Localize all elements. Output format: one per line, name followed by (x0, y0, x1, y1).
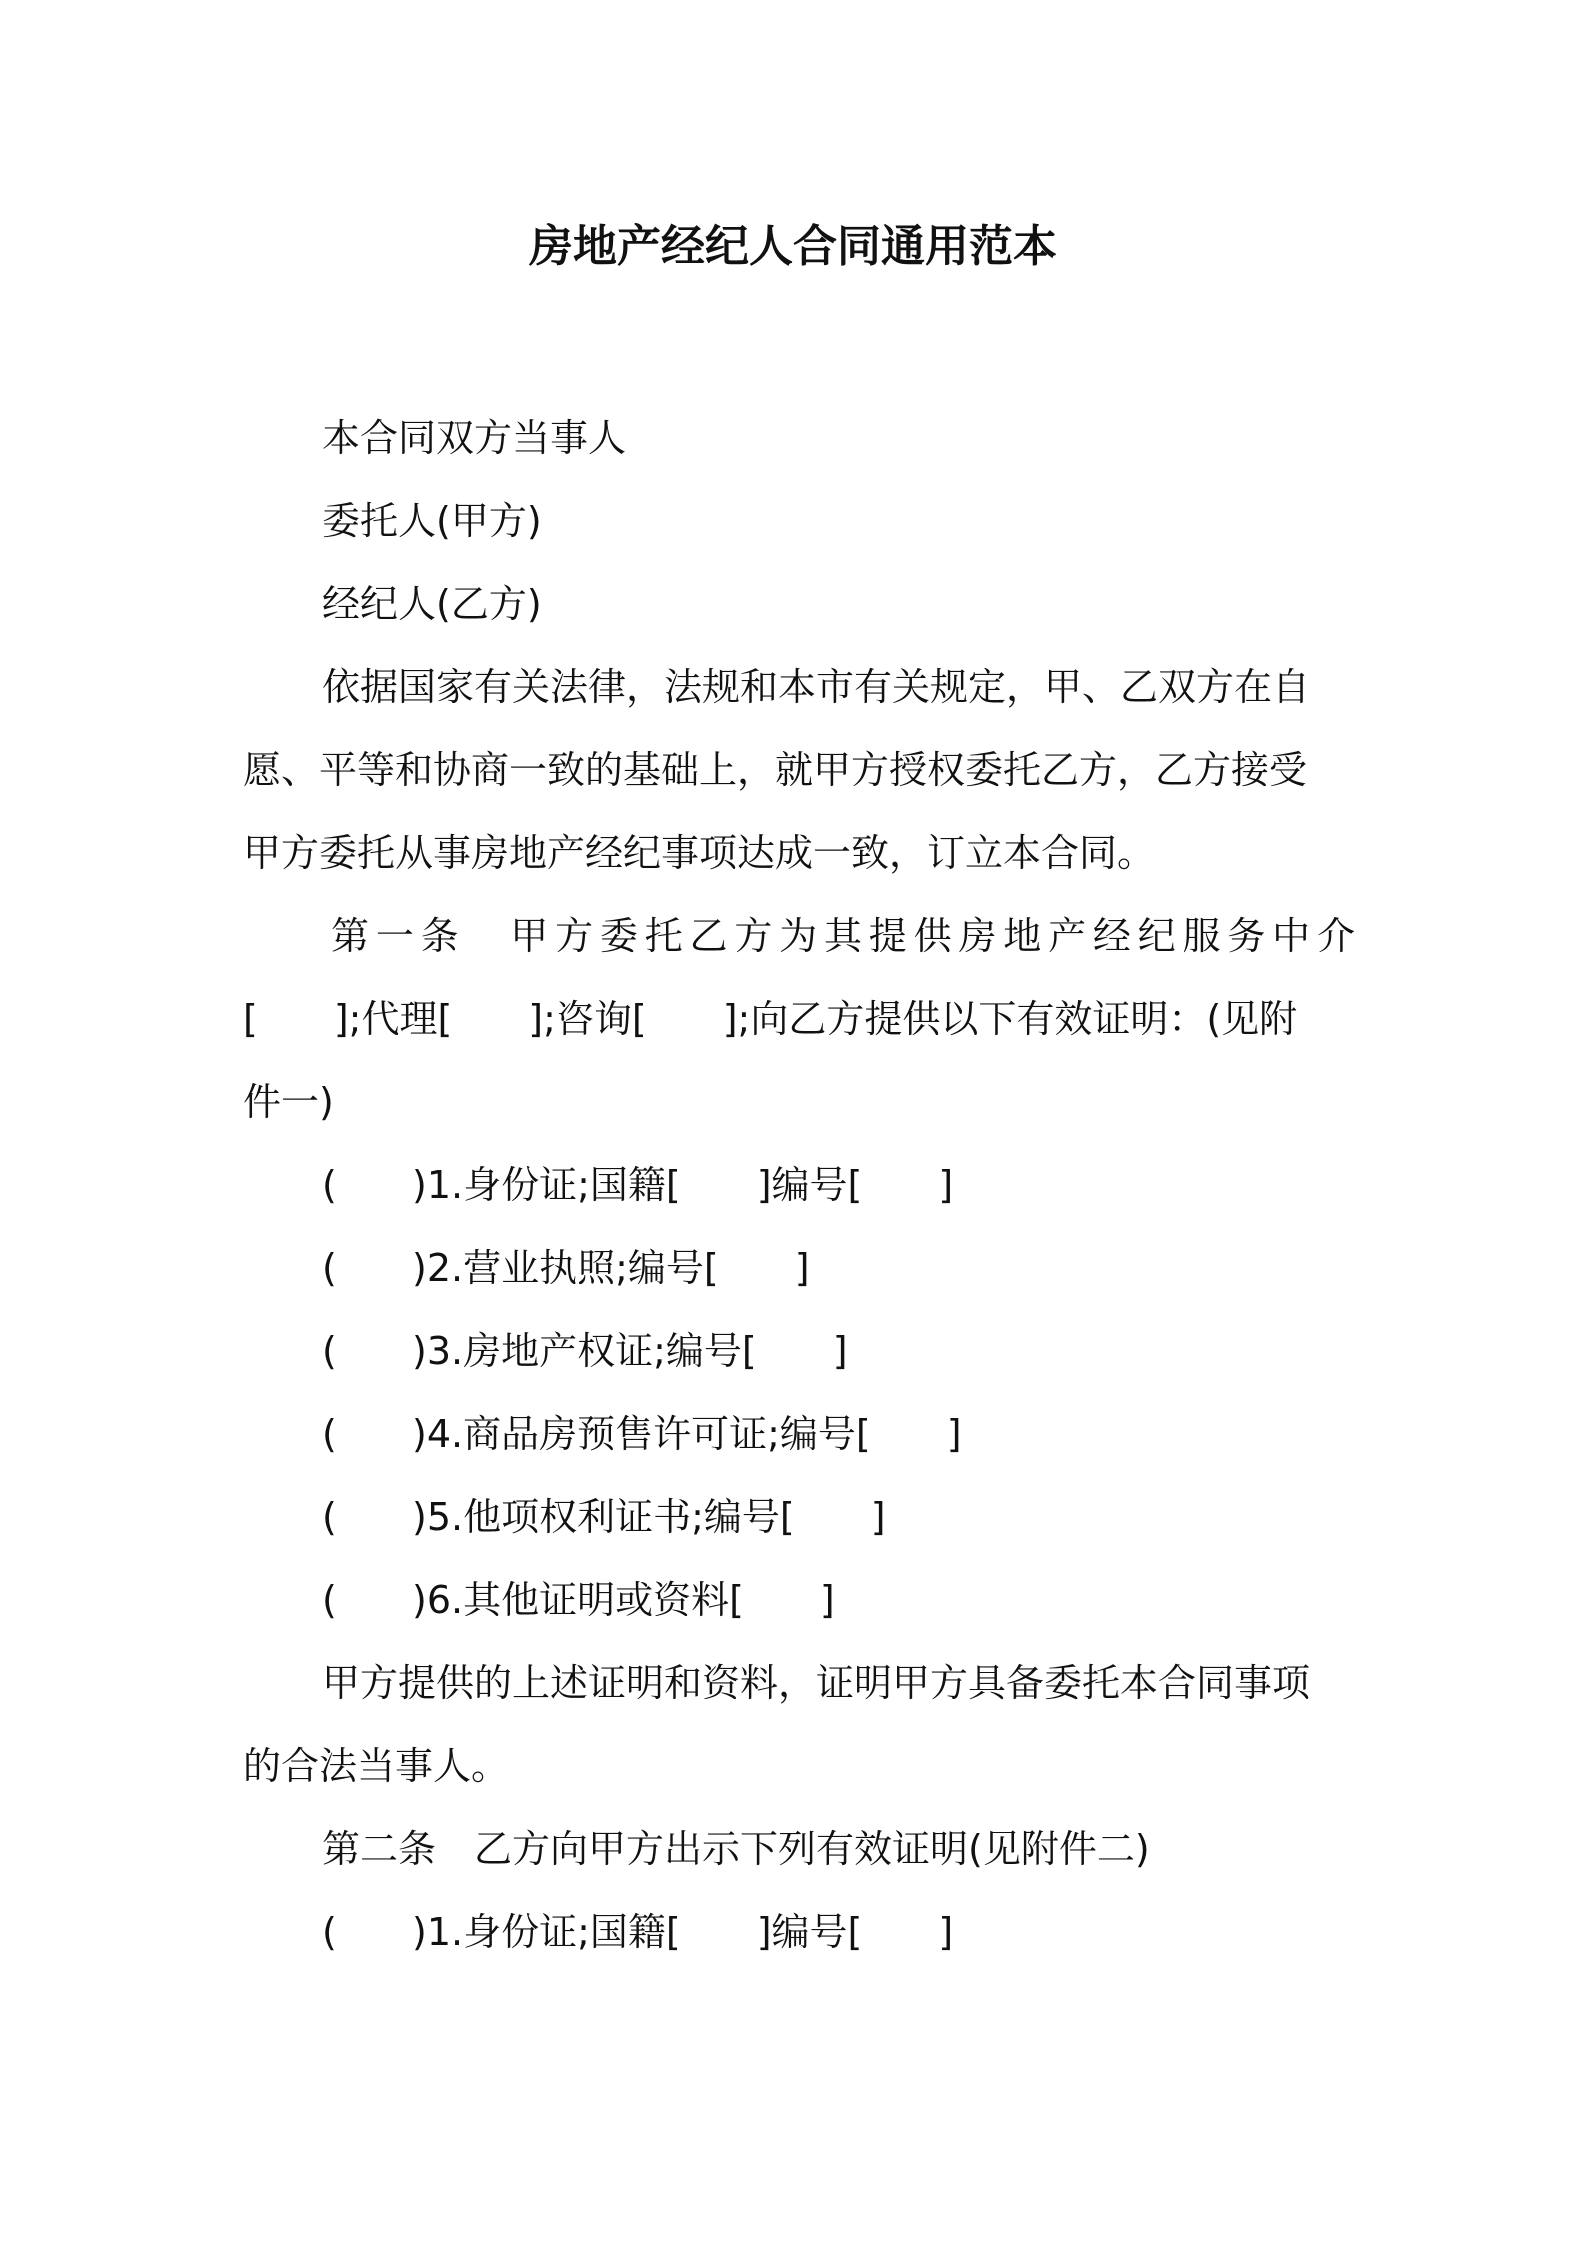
closing-line-2: 的合法当事人。 (243, 1744, 510, 1788)
article-1-line-1: 第一条 甲方委托乙方为其提供房地产经纪服务中介 (331, 914, 1355, 958)
article-1-line-3: 件一) (243, 1080, 334, 1124)
item-6-text: )6.其他证明或资料[ ] (412, 1578, 835, 1622)
item-4-checkbox-open: ( (322, 1412, 337, 1456)
item-3-checkbox-open: ( (322, 1329, 337, 1373)
closing-line-1: 甲方提供的上述证明和资料，证明甲方具备委托本合同事项 (322, 1661, 1311, 1705)
article-1-line-2: [ ];代理[ ];咨询[ ];向乙方提供以下有效证明：(见附 (243, 997, 1298, 1041)
preamble-line-3: 甲方委托从事房地产经纪事项达成一致，订立本合同。 (243, 831, 1156, 875)
item-3-text: )3.房地产权证;编号[ ] (412, 1329, 848, 1373)
item-5-checkbox-open: ( (322, 1495, 337, 1539)
article-2-item-1-text: )1.身份证;国籍[ ]编号[ ] (412, 1910, 954, 1954)
article-2-item-1-checkbox-open: ( (322, 1910, 337, 1954)
preamble-line-1: 依据国家有关法律，法规和本市有关规定，甲、乙双方在自 (322, 665, 1311, 709)
item-2-text: )2.营业执照;编号[ ] (412, 1246, 810, 1290)
item-5-text: )5.他项权利证书;编号[ ] (412, 1495, 886, 1539)
document-title: 房地产经纪人合同通用范本 (529, 221, 1057, 272)
parties-heading: 本合同双方当事人 (322, 416, 627, 460)
article-2-heading: 第二条 乙方向甲方出示下列有效证明(见附件二) (322, 1827, 1150, 1871)
item-2-checkbox-open: ( (322, 1246, 337, 1290)
item-4-text: )4.商品房预售许可证;编号[ ] (412, 1412, 962, 1456)
party-b-label: 经纪人(乙方) (322, 582, 542, 626)
party-a-label: 委托人(甲方) (322, 499, 542, 543)
item-1-checkbox-open: ( (322, 1163, 337, 1207)
item-6-checkbox-open: ( (322, 1578, 337, 1622)
item-1-text: )1.身份证;国籍[ ]编号[ ] (412, 1163, 954, 1207)
preamble-line-2: 愿、平等和协商一致的基础上，就甲方授权委托乙方，乙方接受 (243, 748, 1308, 792)
